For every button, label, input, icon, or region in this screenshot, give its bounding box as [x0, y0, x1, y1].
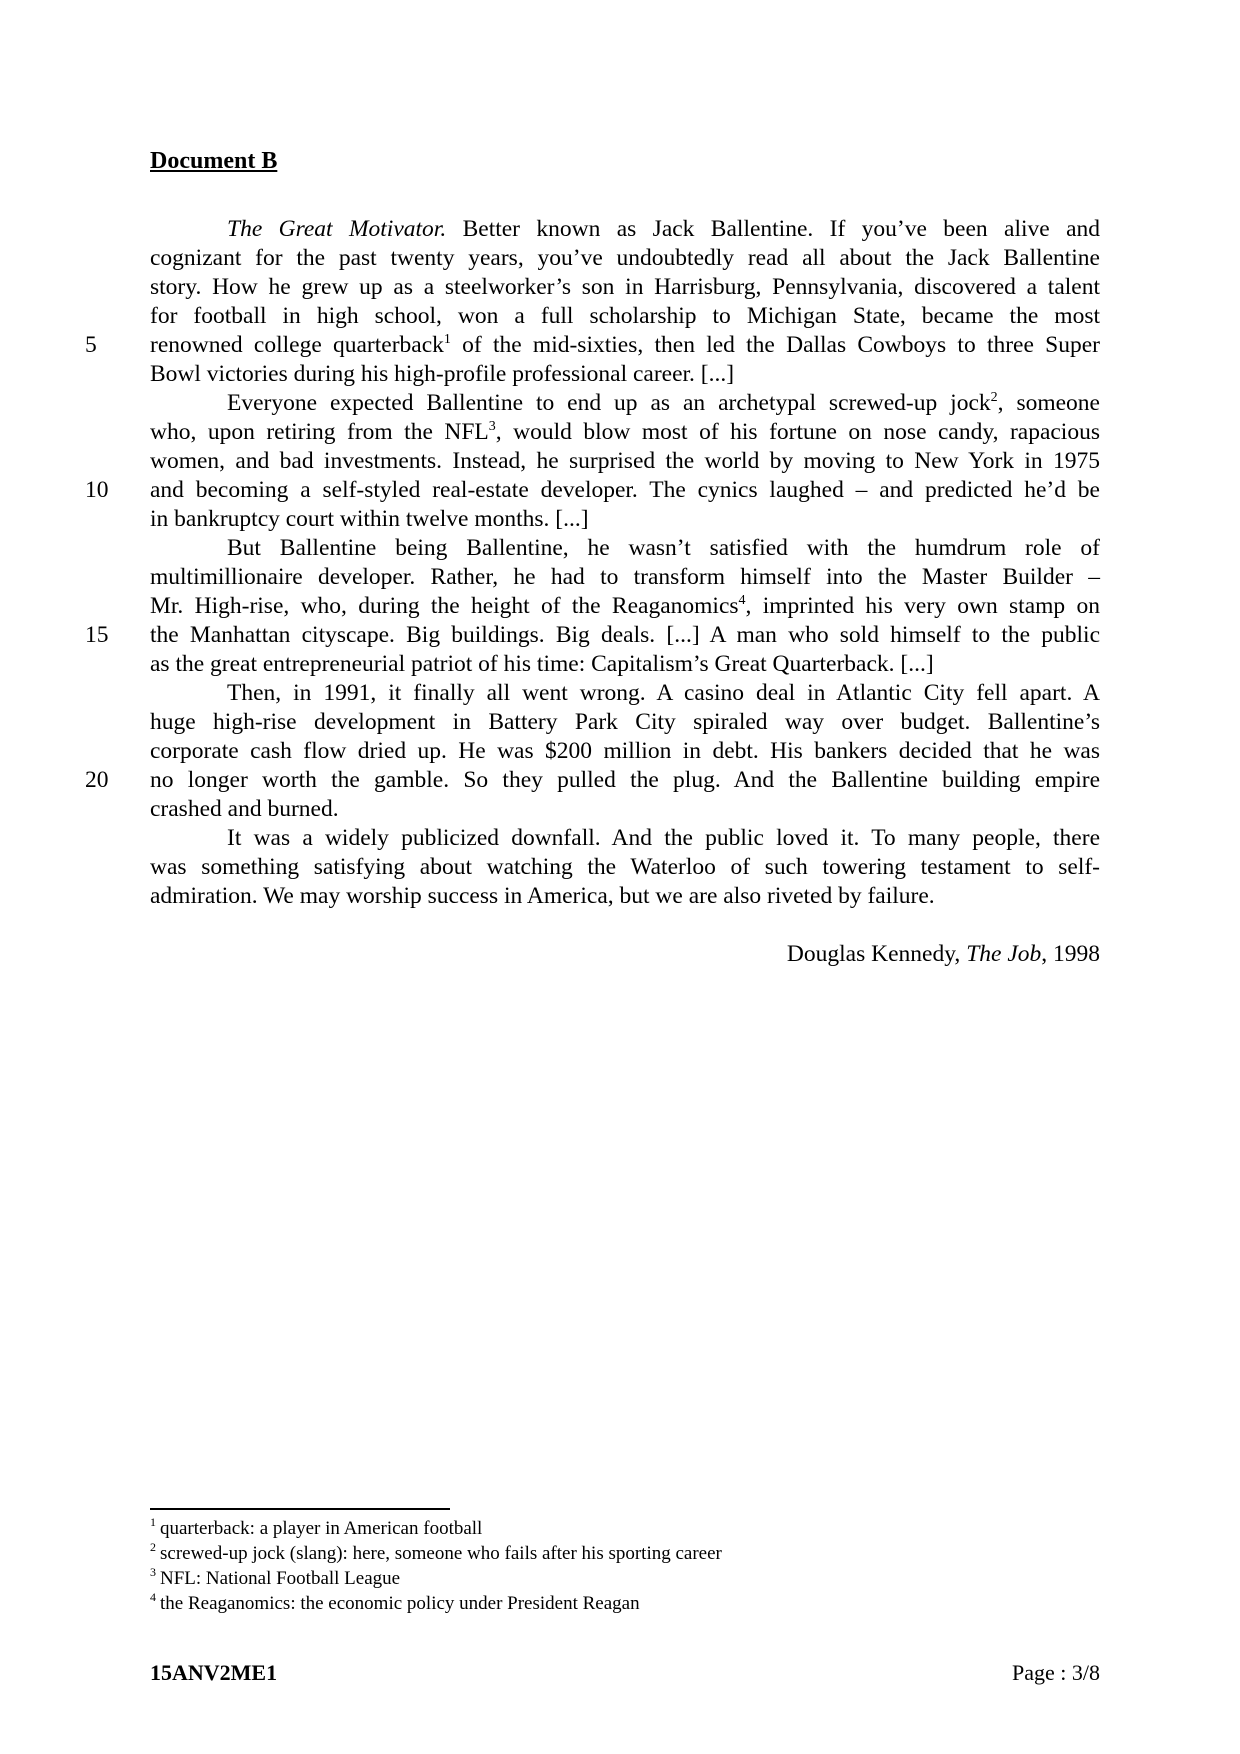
footnotes: [150, 1516, 1100, 1616]
text-segment: of the mid-sixties, then led the Dallas Cowboys to three Super: [450, 332, 1100, 358]
footnote-reference: 3: [488, 419, 496, 434]
text-line: [150, 302, 1100, 331]
text-line: [150, 244, 1100, 273]
page-number: Page : 3/8: [1012, 1660, 1100, 1685]
text-line: [150, 418, 1100, 447]
text-segment: Mr. High-rise, who, during the height of the Reaganomics: [150, 593, 739, 619]
footnote-number: 1: [150, 1515, 156, 1529]
text-segment: Everyone expected Ballentine to end up as an archetypal screwed-up jock: [227, 390, 991, 416]
footnote-number: 3: [150, 1565, 156, 1579]
text-segment: Bowl victories during his high-profile professional career. [...]: [150, 361, 735, 387]
text-segment: Then, in 1991, it finally all went wrong. A casino deal in Atlantic City fell apart. A: [227, 680, 1100, 706]
footnote-reference: 4: [738, 593, 746, 608]
text-line: [150, 389, 1100, 418]
text-line: [150, 853, 1100, 882]
footnote-divider: [150, 1508, 450, 1510]
text-line: [150, 882, 1100, 911]
line-number: 20: [85, 767, 109, 793]
text-segment: , someone: [997, 390, 1100, 416]
footnote-text: quarterback: a player in American football: [160, 1518, 483, 1539]
footnote-item: [150, 1541, 1100, 1566]
text-segment: admiration. We may worship success in America, but we are also riveted by failure.: [150, 883, 935, 909]
text-line: [150, 650, 1100, 679]
text-line: [150, 447, 1100, 476]
text-segment: as the great entrepreneurial patriot of his time: Capitalism’s Great Quarterback. [...]: [150, 651, 934, 677]
text-segment: crashed and burned.: [150, 796, 339, 822]
footnote-item: [150, 1591, 1100, 1616]
text-line: [85, 476, 1100, 505]
text-segment: corporate cash flow dried up. He was $200 million in debt. His bankers decided that he was: [150, 738, 1100, 764]
text-segment: The Great Motivator.: [227, 216, 447, 242]
text-segment: , imprinted his very own stamp on: [745, 593, 1100, 619]
text-line: [150, 824, 1100, 853]
footnote-text: screwed-up jock (slang): here, someone who fails after his sporting career: [160, 1543, 722, 1564]
text-segment: was something satisfying about watching the Waterloo of such towering testament to self-: [150, 854, 1100, 880]
passage-text: [85, 215, 1101, 911]
text-line: [150, 737, 1100, 766]
text-segment: and becoming a self-styled real-estate developer. The cynics laughed – and predicted he’d be: [150, 477, 1100, 503]
footnote-number: 2: [150, 1540, 156, 1554]
text-segment: story. How he grew up as a steelworker’s son in Harrisburg, Pennsylvania, discovered a talent: [150, 274, 1100, 300]
line-number: 5: [85, 332, 97, 358]
text-line: [150, 708, 1100, 737]
footnote-text: NFL: National Football League: [160, 1568, 401, 1589]
text-segment: cognizant for the past twenty years, you’ve undoubtedly read all about the Jack Ballentine: [150, 245, 1100, 271]
attribution-author: Douglas Kennedy,: [786, 941, 967, 967]
text-line: [150, 795, 1100, 824]
text-line: [150, 679, 1100, 708]
text-segment: the Manhattan cityscape. Big buildings. Big deals. [...] A man who sold himself to the public: [150, 622, 1100, 648]
text-segment: women, and bad investments. Instead, he surprised the world by moving to New York in 1975: [150, 448, 1100, 474]
document-title: Document B: [150, 148, 278, 174]
text-segment: multimillionaire developer. Rather, he had to transform himself into the Master Builder –: [150, 564, 1100, 590]
text-segment: It was a widely publicized downfall. And the public loved it. To many people, there: [227, 825, 1100, 851]
text-line: [150, 215, 1100, 244]
text-line: [150, 534, 1100, 563]
text-line: [150, 360, 1100, 389]
text-line: [150, 563, 1100, 592]
footnote-item: [150, 1566, 1100, 1591]
text-line: [85, 621, 1100, 650]
attribution: [150, 940, 1100, 969]
footnote-reference: 1: [443, 332, 451, 347]
attribution-work: The Job: [966, 941, 1042, 967]
text-line: [85, 766, 1100, 795]
text-line: [150, 273, 1100, 302]
line-number: 15: [85, 622, 109, 648]
text-segment: who, upon retiring from the NFL: [150, 419, 489, 445]
text-segment: Better known as Jack Ballentine. If you’ve been alive and: [446, 216, 1101, 242]
attribution-year: , 1998: [1041, 941, 1100, 967]
text-line: [150, 592, 1100, 621]
line-number: 10: [85, 477, 109, 503]
text-segment: huge high-rise development in Battery Park City spiraled way over budget. Ballentine’s: [150, 709, 1100, 735]
footnote-number: 4: [150, 1590, 156, 1604]
footnote-reference: 2: [990, 390, 998, 405]
text-segment: But Ballentine being Ballentine, he wasn’t satisfied with the humdrum role of: [227, 535, 1100, 561]
footnote-item: [150, 1516, 1100, 1541]
exam-code: 15ANV2ME1: [150, 1660, 278, 1685]
text-segment: for football in high school, won a full scholarship to Michigan State, became the most: [150, 303, 1100, 329]
text-line: [150, 505, 1100, 534]
text-segment: in bankruptcy court within twelve months. [...]: [150, 506, 589, 532]
text-segment: no longer worth the gamble. So they pulled the plug. And the Ballentine building empire: [150, 767, 1100, 793]
text-line: [85, 331, 1100, 360]
text-segment: renowned college quarterback: [150, 332, 444, 358]
footnote-text: the Reaganomics: the economic policy under President Reagan: [160, 1593, 640, 1614]
text-segment: , would blow most of his fortune on nose candy, rapacious: [495, 419, 1100, 445]
